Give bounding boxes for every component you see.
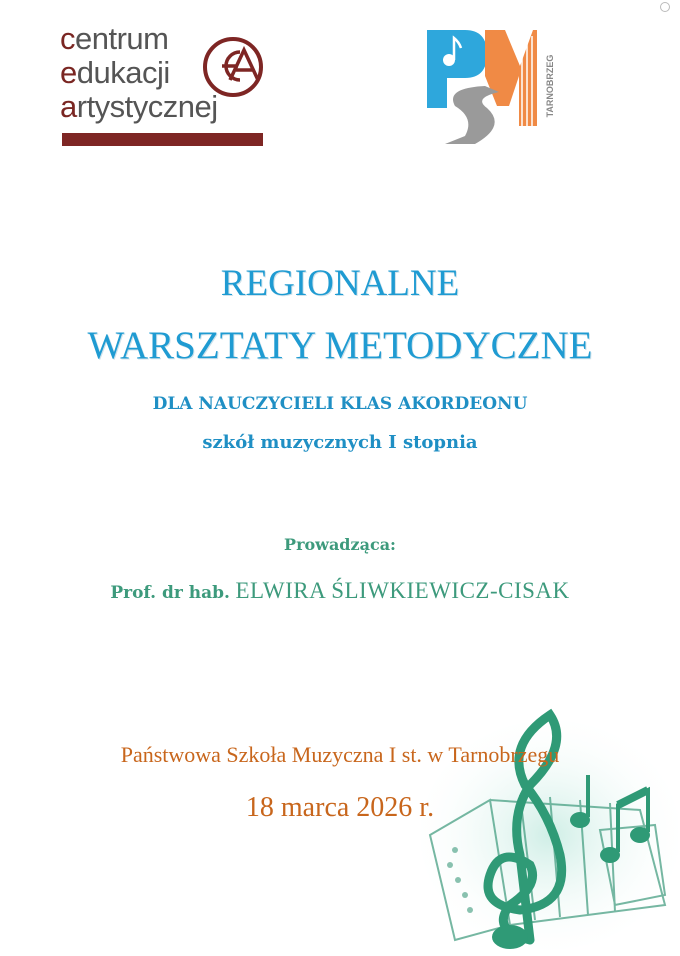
cea-logo-text xyxy=(60,22,218,124)
subtitle-school-level: szkół muzycznych I stopnia xyxy=(202,432,478,453)
cea-logo-mark-icon xyxy=(200,30,266,104)
host-line xyxy=(0,578,680,604)
cea-word-rest: rtystycznej xyxy=(76,89,218,124)
title-line-1: REGIONALNE xyxy=(220,263,460,304)
svg-text:TARNOBRZEG: TARNOBRZEG xyxy=(545,54,555,118)
cea-line-3 xyxy=(60,90,218,124)
event-date: 18 marca 2026 r. xyxy=(245,792,435,823)
cea-initial: c xyxy=(60,21,75,56)
cea-line-1 xyxy=(60,22,218,56)
host-label: Prowadząca: xyxy=(284,535,396,554)
host-name: ELWIRA ŚLIWKIEWICZ-CISAK xyxy=(235,578,570,603)
cea-word-rest: entrum xyxy=(75,21,169,56)
cea-word-rest: dukacji xyxy=(76,55,170,90)
cea-initial: e xyxy=(60,55,77,90)
cea-initial: a xyxy=(60,89,77,124)
subtitle-audience: DLA NAUCZYCIELI KLAS AKORDEONU xyxy=(152,394,528,414)
venue: Państwowa Szkoła Muzyczna I st. w Tarnobrzegu xyxy=(120,742,560,767)
cea-line-2 xyxy=(60,56,218,90)
host-title: Prof. dr hab. xyxy=(110,583,230,603)
title-line-2: WARSZTATY METODYCZNE xyxy=(87,324,593,367)
cea-logo-bar xyxy=(62,133,263,146)
corner-mark xyxy=(660,2,670,12)
psm-logo-icon xyxy=(425,26,560,146)
